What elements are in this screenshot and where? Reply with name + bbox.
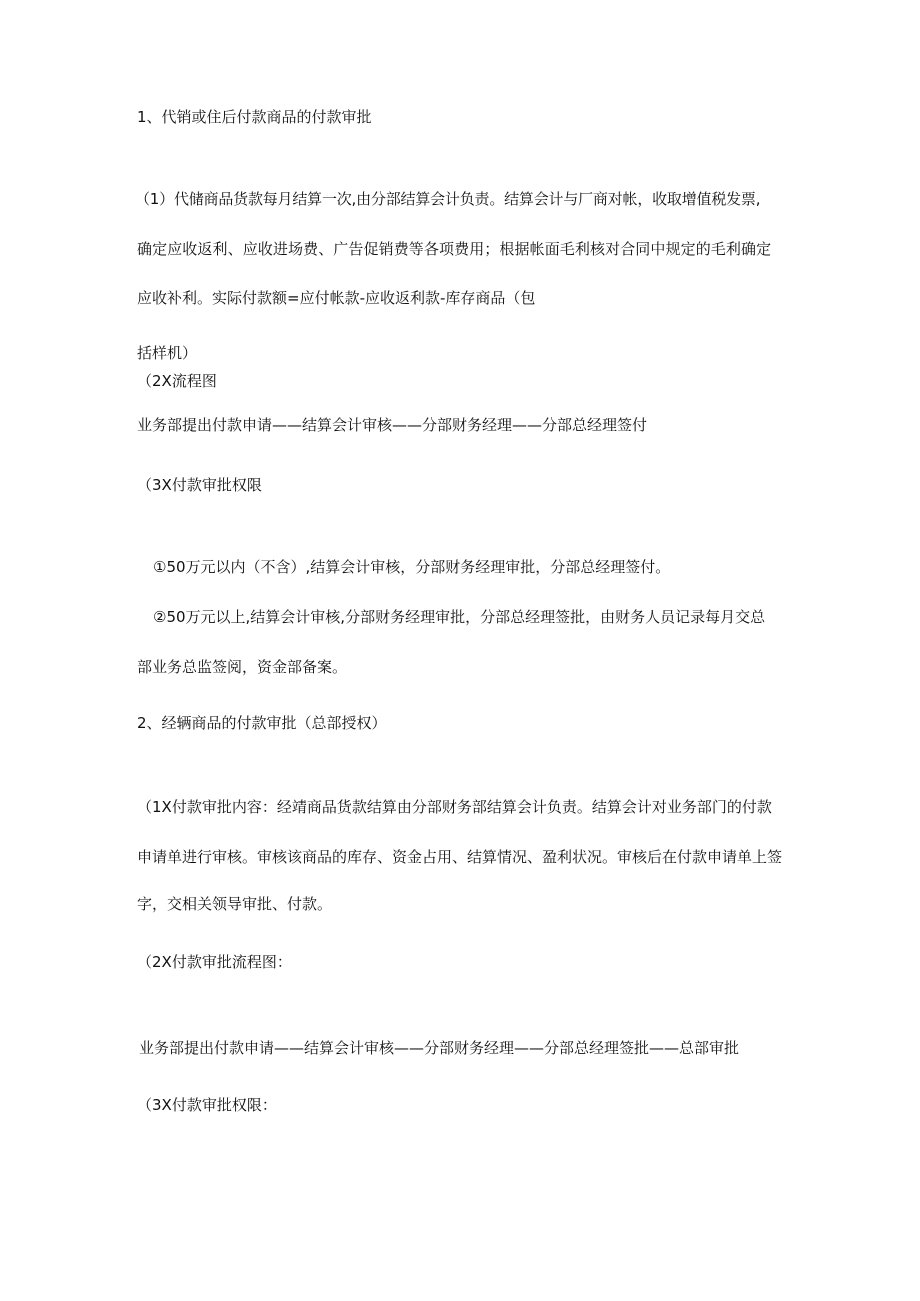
section2-heading: 2、经辆商品的付款审批（总部授权） xyxy=(137,714,387,732)
section1-heading: 1、代销或住后付款商品的付款审批 xyxy=(137,108,372,126)
section2-flowchart-heading: （2X付款审批流程图： xyxy=(137,953,292,971)
section1-item2-line2: 部业务总监签阅，资金部备案。 xyxy=(137,658,348,676)
section2-paragraph1-line2: 申请单进行审核。审核该商品的库存、资金占用、结算情况、盈利状况。审核后在付款申请单上签 xyxy=(137,848,783,866)
section1-authority-heading: （3X付款审批权限 xyxy=(137,476,262,494)
section1-paragraph1-line2: 确定应收返利、应收进场费、广告促销费等各项费用；根据帐面毛利核对合同中规定的毛利确定 xyxy=(137,240,772,258)
section1-paragraph1-line4: 括样机） xyxy=(137,344,198,362)
section1-item2-line1: ②50万元以上,结算会计审核,分部财务经理审批，分部总经理签批，由财务人员记录每月交总 xyxy=(153,608,766,626)
section1-flow-text: 业务部提出付款申请——结算会计审核——分部财务经理——分部总经理签付 xyxy=(137,416,648,434)
section2-paragraph1-line3: 字，交相关领导审批、付款。 xyxy=(137,895,333,913)
section1-flowchart-heading: （2X流程图 xyxy=(137,372,217,390)
section1-paragraph1-line3: 应收补利。实际付款额=应付帐款-应收返利款-库存商品（包 xyxy=(137,289,536,307)
section2-authority-heading: （3X付款审批权限： xyxy=(137,1096,277,1114)
section1-item1: ①50万元以内（不含）,结算会计审核，分部财务经理审批，分部总经理签付。 xyxy=(153,558,671,576)
section2-flow-text: 业务部提出付款申请——结算会计审核——分部财务经理——分部总经理签批——总部审批 xyxy=(139,1039,740,1057)
section2-paragraph1-line1: （1X付款审批内容：经靖商品货款结算由分部财务部结算会计负责。结算会计对业务部门的付款 xyxy=(137,798,772,816)
section1-paragraph1-line1: （1）代储商品货款每月结算一次,由分部结算会计负责。结算会计与厂商对帐，收取增值税发票, xyxy=(135,190,761,208)
